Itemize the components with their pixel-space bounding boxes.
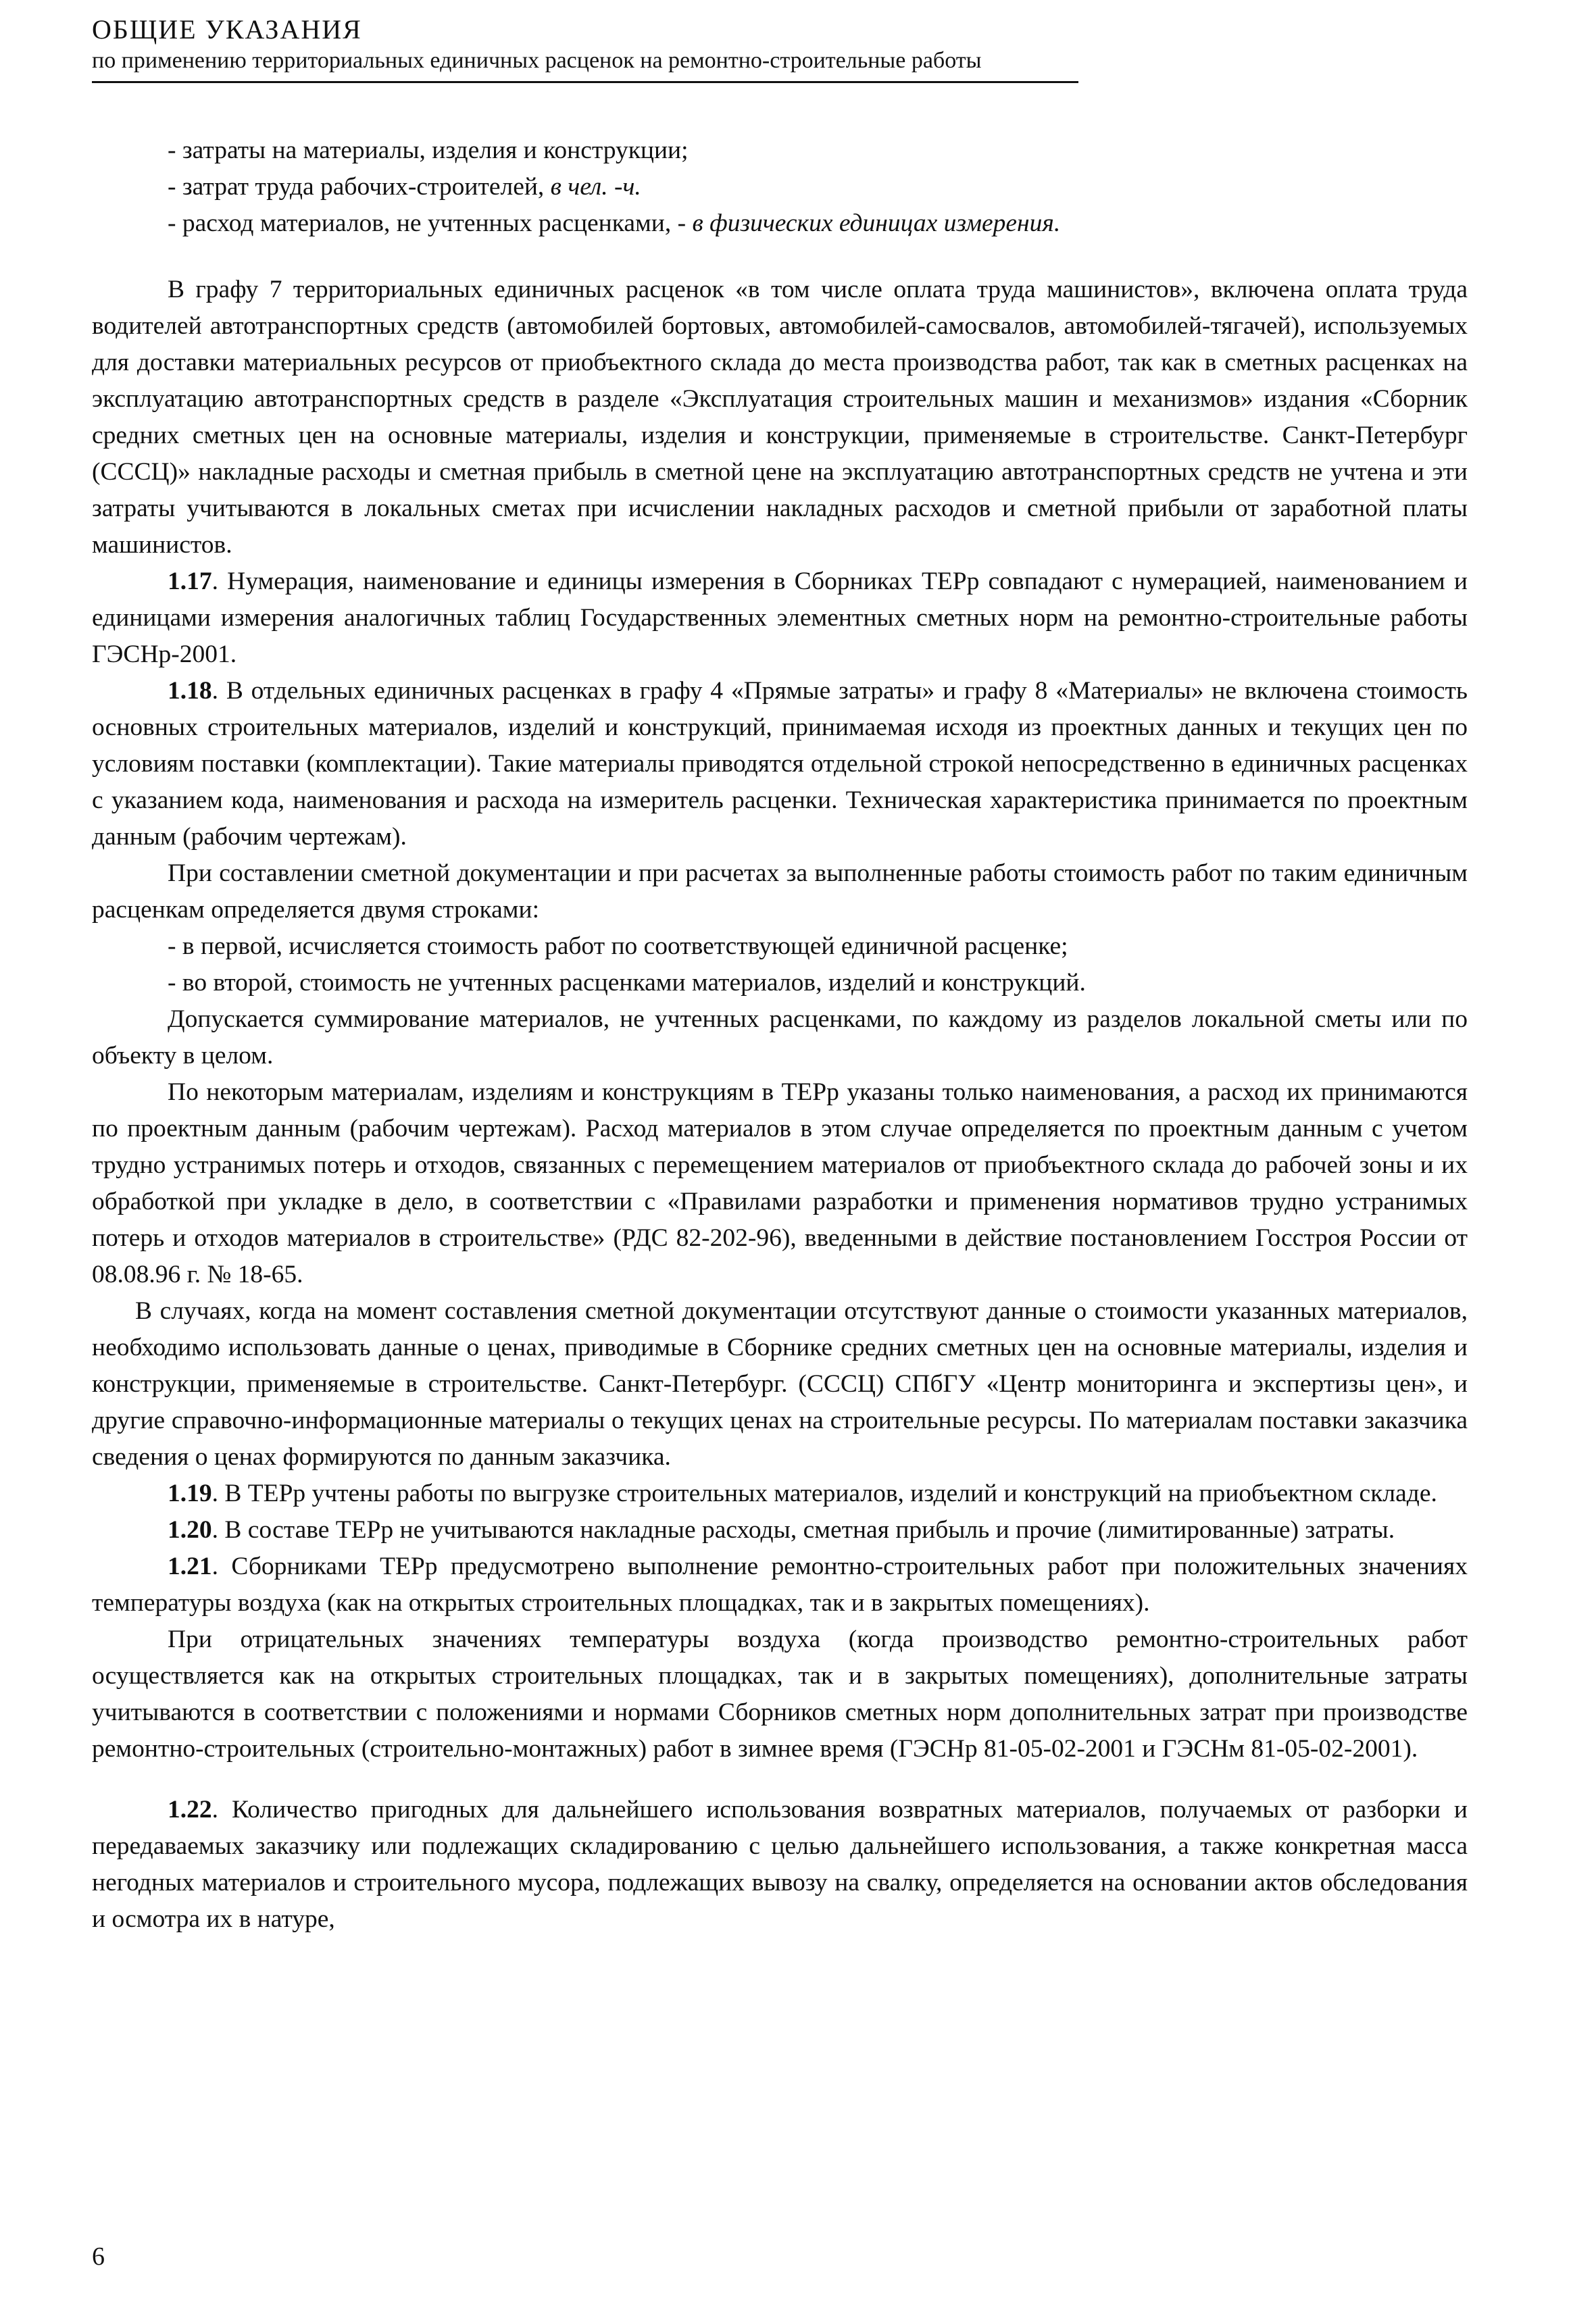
section-number: 1.22 xyxy=(168,1796,212,1823)
page-header xyxy=(92,14,1078,83)
list-item-labor: - затрат труда рабочих-строителей, в чел. -ч. xyxy=(168,173,641,201)
header-divider xyxy=(92,81,1078,83)
unit-label: в физических единицах измерения. xyxy=(692,209,1061,237)
paragraph-summation: Допускается суммирование материалов, не учтенных расценками, по каждому из разделов локальной сметы или по объекту в целом. xyxy=(92,1005,1468,1070)
section-1-21: 1.21. Сборниками ТЕРр предусмотрено выполнение ремонтно-строительных работ при положительных значениях температуры воздуха (как на открытых строительных площадках, так и в закрытых помещениях). xyxy=(92,1553,1468,1617)
section-number: 1.19 xyxy=(168,1480,212,1507)
section-1-22: 1.22. Количество пригодных для дальнейшего использования возвратных материалов, получаемых от разборки и передаваемых заказчику или подлежащих складированию с целью дальнейшего использования, а также конкретная масса негодных материалов и строительного мусора, подлежащих вывозу на свалку, определяется на основании актов обследования и осмотра их в натуре, xyxy=(92,1796,1468,1933)
section-number: 1.21 xyxy=(168,1553,212,1580)
document-body xyxy=(92,132,1468,1938)
paragraph-negative-temperature: При отрицательных значениях температуры воздуха (когда производство ремонтно-строительных работ осуществляется как на открытых строительных площадках, так и в закрытых помещениях), дополнительные затраты учитываются в соответствии с положениями и нормами Сборников сметных норм дополнительных затрат при производстве ремонтно-строительных (строительно-монтажных) работ в зимнее время (ГЭСНр 81-05-02-2001 и ГЭСНм 81-05-02-2001). xyxy=(92,1626,1468,1763)
section-number: 1.17 xyxy=(168,568,212,595)
paragraph-cases: В случаях, когда на момент составления сметной документации отсутствуют данные о стоимости указанных материалов, необходимо использовать данные о ценах, приводимые в Сборнике средних сметных цен на основные материалы, изделия и конструкции, применяемые в строительстве. Санкт-Петербург. (СССЦ) СПбГУ «Центр мониторинга и экспертизы цен», и другие справочно-информационные материалы о текущих ценах на строительные ресурсы. По материалам поставки заказчика сведения о ценах формируются по данным заказчика. xyxy=(92,1297,1468,1471)
section-number: 1.20 xyxy=(168,1516,212,1544)
header-title: ОБЩИЕ УКАЗАНИЯ xyxy=(92,14,362,45)
paragraph-graph7: В графу 7 территориальных единичных расценок «в том числе оплата труда машинистов», включена оплата труда водителей автотранспортных средств (автомобилей бортовых, автомобилей-самосвалов, автомобилей-тягачей), используемых для доставки материальных ресурсов от приобъектного склада до места производства работ, так как в сметных расценках на эксплуатацию автотранспортных средств в разделе «Эксплуатация строительных машин и механизмов» издания «Сборник средних сметных цен на основные материалы, изделия и конструкции, применяемые в строительстве. Санкт-Петербург (СССЦ)» накладные расходы и сметная прибыль в сметной цене на эксплуатацию автотранспортных средств не учтена и эти затраты учитываются в локальных сметах при исчислении накладных расходов и сметной прибыли от заработной платы машинистов. xyxy=(92,276,1468,559)
list-item-second-row: - во второй, стоимость не учтенных расценками материалов, изделий и конструкций. xyxy=(168,969,1086,997)
paragraph-some-materials: По некоторым материалам, изделиям и конструкциям в ТЕРр указаны только наименования, а расход их принимаются по проектным данным (рабочим чертежам). Расход материалов в этом случае определяется по проектным данным с учетом трудно устранимых потерь и отходов, связанных с перемещением материалов от приобъектного склада до рабочей зоны и их обработкой при укладке в дело, в соответствии с «Правилами разработки и применения нормативов трудно устранимых потерь и отходов материалов в строительстве» (РДС 82-202-96), введенными в действие постановлением Госстроя России от 08.08.96 г. № 18-65. xyxy=(92,1078,1468,1288)
list-item-materials: - затраты на материалы, изделия и конструкции; xyxy=(168,136,689,164)
section-1-19: 1.19. В ТЕРр учтены работы по выгрузке строительных материалов, изделий и конструкций на приобъектном складе. xyxy=(168,1480,1437,1507)
section-1-18: 1.18. В отдельных единичных расценках в графу 4 «Прямые затраты» и графу 8 «Материалы» не включена стоимость основных строительных материалов, изделий и конструкций, принимаемая исходя из проектных данных и текущих цен по условиям поставки (комплектации). Такие материалы приводятся отдельной строкой непосредственно в единичных расценках с указанием кода, наименования и расхода на измеритель расценки. Техническая характеристика принимается по проектным данным (рабочим чертежам). xyxy=(92,677,1468,851)
unit-label: в чел. -ч. xyxy=(550,173,641,201)
section-number: 1.18 xyxy=(168,677,212,705)
list-item-unaccounted: - расход материалов, не учтенных расценками, - в физических единицах измерения. xyxy=(168,209,1061,237)
list-item-first-row: - в первой, исчисляется стоимость работ по соответствующей единичной расценке; xyxy=(168,932,1068,960)
page-number: 6 xyxy=(92,2242,105,2271)
paragraph-smeta: При составлении сметной документации и при расчетах за выполненные работы стоимость работ по таким единичным расценкам определяется двумя строками: xyxy=(92,859,1468,924)
section-1-20: 1.20. В составе ТЕРр не учитываются накладные расходы, сметная прибыль и прочие (лимитированные) затраты. xyxy=(168,1516,1395,1544)
section-1-17: 1.17. Нумерация, наименование и единицы измерения в Сборниках ТЕРр совпадают с нумерацией, наименованием и единицами измерения аналогичных таблиц Государственных элементных сметных норм на ремонтно-строительные работы ГЭСНр-2001. xyxy=(92,568,1468,668)
header-subtitle: по применению территориальных единичных расценок на ремонтно-строительные работы xyxy=(92,48,982,73)
